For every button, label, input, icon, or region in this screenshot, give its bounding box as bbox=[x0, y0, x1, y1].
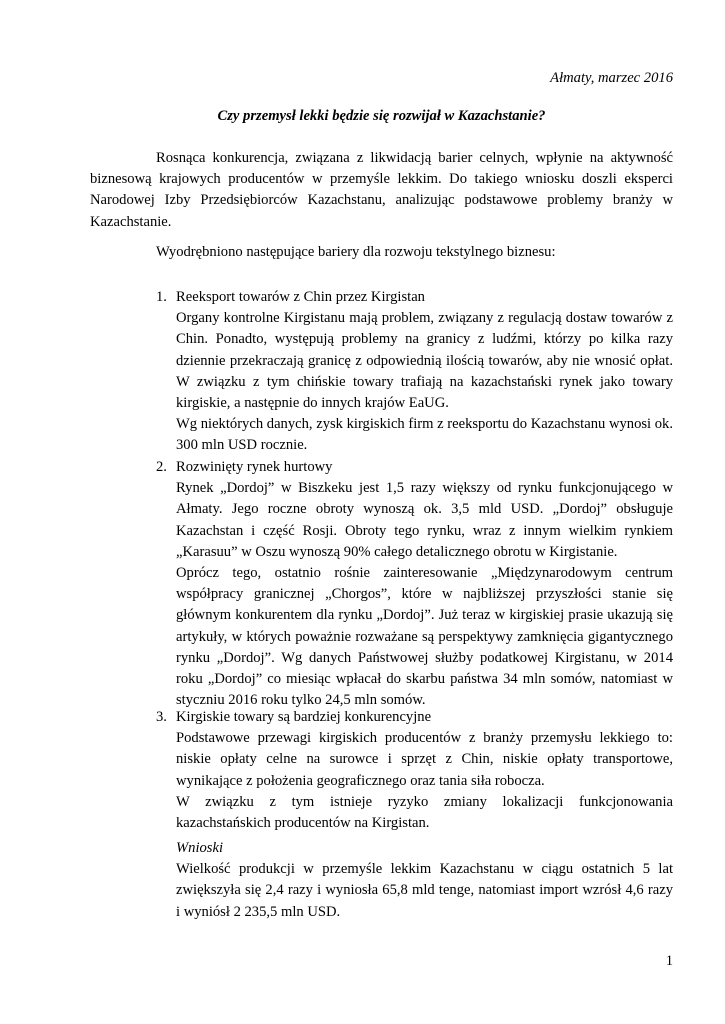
item-heading: Rozwinięty rynek hurtowy bbox=[176, 459, 333, 475]
conclusions-text: Wielkość produkcji w przemyśle lekkim Kazachstanu w ciągu ostatnich 5 lat zwiększyła się 2,4 razy i wyniosła 65,8 mld tenge, natomiast import wzrósł 4,6 razy i wyniósł 2 235,5 mln USD. bbox=[176, 861, 673, 920]
item-paragraph: Organy kontrolne Kirgistanu mają problem, związany z regulacją dostaw towarów z Chin. Ponadto, występują problemy na granicy z ludźmi, którzy po kilka razy dziennie przekraczają granicę z odpowiednią ilością towarów, aby nie wnosić opłat. W związku z tym chińskie towary trafiają na kazachstański rynek jako towary kirgiskie, a następnie do innych krajów EaUG. bbox=[176, 310, 673, 412]
list-number: 2. bbox=[156, 459, 167, 475]
item-heading: Kirgiskie towary są bardziej konkurencyjne bbox=[176, 709, 432, 725]
item-paragraph: Podstawowe przewagi kirgiskich producentów z branży przemysłu lekkiego to: niskie opłaty celne na surowce i sprzęt z Chin, niskie opłaty transportowe, wynikające z położenia geograficznego oraz tania siła robocza. bbox=[176, 730, 673, 789]
intro-paragraph: Rosnąca konkurencja, związana z likwidacją barier celnych, wpłynie na aktywność biznesową krajowych producentów w przemyśle lekkim. Do takiego wniosku doszli eksperci Narodowej Izby Przedsiębiorców Kazachstanu, analizując podstawowe problemy branży w Kazachstanie. bbox=[90, 150, 673, 230]
document-title: Czy przemysł lekki będzie się rozwijał w Kazachstanie? bbox=[217, 108, 546, 124]
item-paragraph: Wg niektórych danych, zysk kirgiskich firm z reeksportu do Kazachstanu wynosi ok. 300 mln USD rocznie. bbox=[176, 416, 674, 454]
barriers-intro: Wyodrębniono następujące bariery dla rozwoju tekstylnego biznesu: bbox=[156, 244, 556, 260]
barrier-item-2 bbox=[156, 457, 673, 711]
barrier-item-1 bbox=[156, 287, 673, 457]
item-heading: Reeksport towarów z Chin przez Kirgistan bbox=[176, 289, 425, 305]
item-paragraph: W związku z tym istnieje ryzyko zmiany lokalizacji funkcjonowania kazachstańskich producentów na Kirgistan. bbox=[176, 793, 673, 832]
document-date: Ałmaty, marzec 2016 bbox=[550, 70, 673, 86]
list-number: 3. bbox=[156, 709, 167, 725]
item-paragraph: Oprócz tego, ostatnio rośnie zainteresowanie „Międzynarodowym centrum współpracy granicznej „Chorgos”, które w najbliższej przyszłości stanie się głównym konkurentem dla rynku „Dordoj”. Już teraz w kirgiskiej prasie ukazują się artykuły, w których poważnie rozważane są perspektywy zamknięcia gigantycznego rynku „Dordoj”. Wg danych Państwowej służby podatkowej Kirgistanu, w 2014 roku „Dordoj” co miesiąc wpłacał do skarbu państwa 34 mln somów, natomiast w styczniu 2016 roku tylko 24,5 mln somów. bbox=[176, 565, 673, 709]
barrier-item-3 bbox=[156, 707, 673, 834]
conclusions-heading: Wnioski bbox=[176, 840, 224, 856]
conclusions-section bbox=[176, 838, 673, 923]
list-number: 1. bbox=[156, 289, 167, 305]
page-number: 1 bbox=[665, 953, 673, 969]
item-paragraph: Rynek „Dordoj” w Biszkeku jest 1,5 razy większy od rynku funkcjonującego w Ałmaty. Jego roczne obroty wynoszą ok. 3,5 mld USD. „Dordoj” obsługuje Kazachstan i część Rosji. Obroty tego rynku, wraz z innym wielkim rynkiem „Karasuu” w Oszu wynoszą 90% całego detalicznego obrotu w Kirgistanie. bbox=[176, 480, 673, 560]
